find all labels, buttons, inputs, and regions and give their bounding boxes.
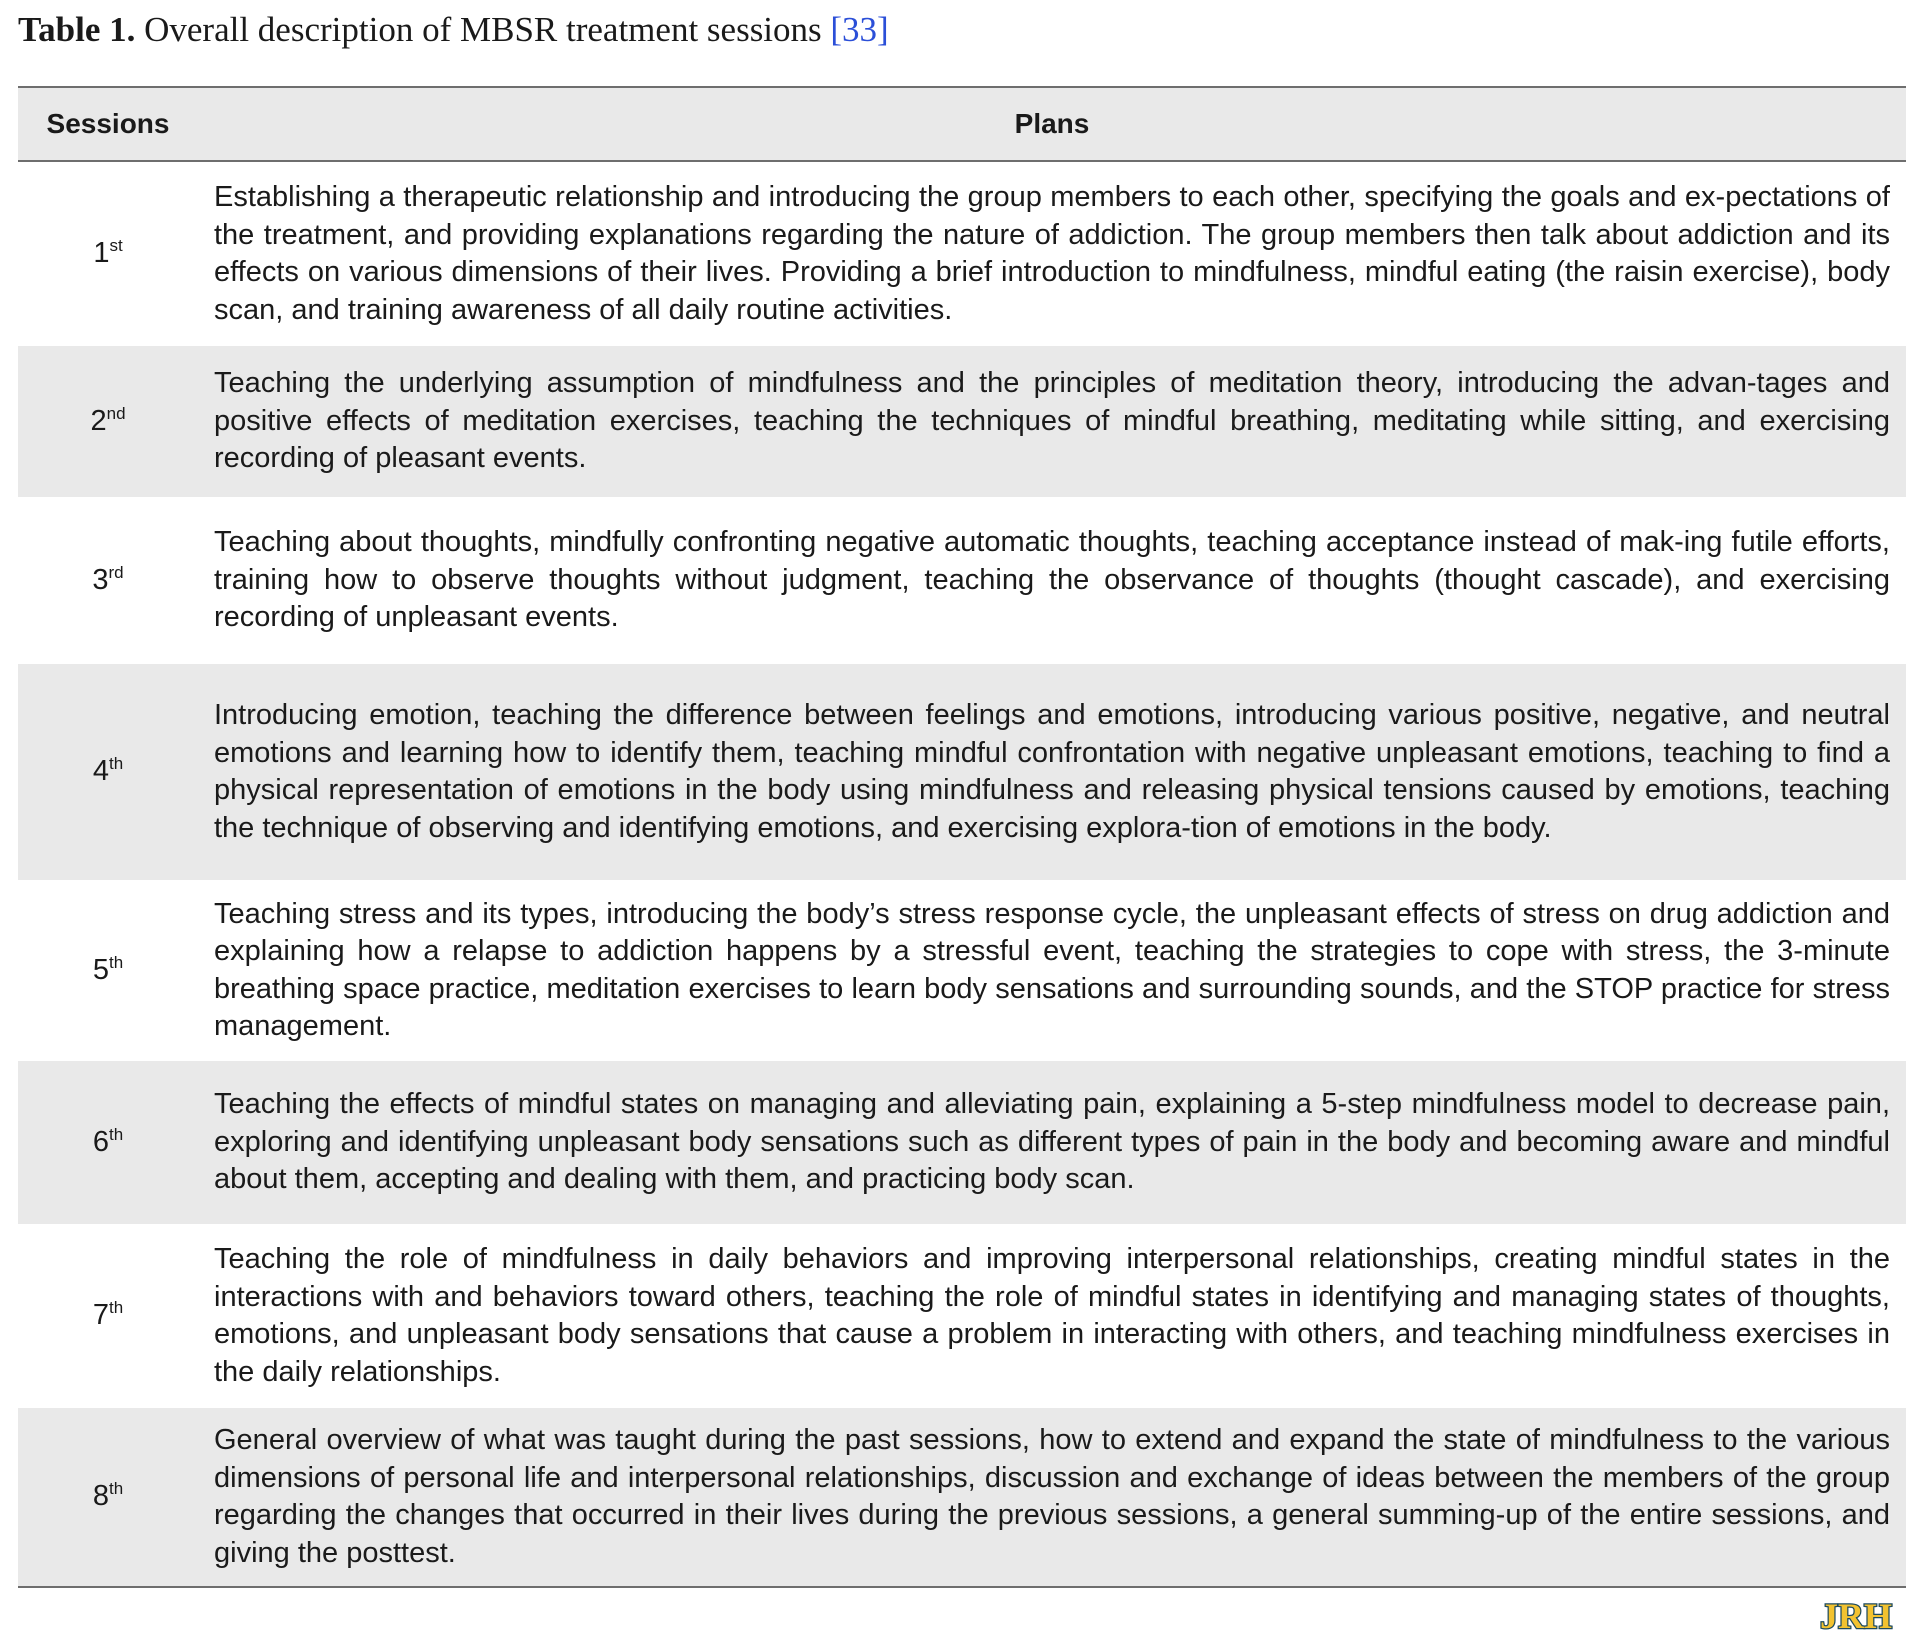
session-plan: Introducing emotion, teaching the difference between feelings and emotions, introducing various positive, negative, and neutral emotions and learning how to identify them, teaching mindful confrontation with negative unpleasant emotions, teaching to find a physical representation of emotions in the body using mindfulness and releasing physical tensions caused by emotions, teaching the technique of observing and identifying emotions, and exercising explora-tion of emotions in the body. [214, 699, 1890, 844]
header-plans: Plans [1014, 108, 1090, 139]
session-plan: General overview of what was taught during the past sessions, how to extend and expand the state of mindfulness to the various dimensions of personal life and interpersonal relationships, discussion and exchange of ideas between the members of the group regarding the changes that occurred in their lives during the previous sessions, a general summing-up of the entire sessions, and giving the posttest. [214, 1424, 1890, 1569]
session-plan: Teaching the effects of mindful states on managing and alleviating pain, explaining a 5-step mindfulness model to decrease pain, exploring and identifying unpleasant body sensations such as different types of pain in the body and becoming aware and mindful about them, accepting and dealing with them, and practicing body scan. [214, 1088, 1890, 1196]
table-row [18, 664, 1906, 880]
session-number: 2nd [90, 403, 126, 437]
session-plan: Establishing a therapeutic relationship and introducing the group members to each other, specifying the goals and ex-pectations of the treatment, and providing explanations regarding the nature of addiction. The group members then talk about addiction and its effects on various dimensions of their lives. Providing a brief introduction to mindfulness, mindful eating (the raisin exercise), body scan, and training awareness of all daily routine activities. [214, 181, 1890, 326]
session-number: 5th [92, 952, 124, 986]
table-row [18, 1061, 1906, 1224]
jrh-logo-text: JRH [1820, 1596, 1892, 1634]
table-row [18, 497, 1906, 664]
table-row [18, 880, 1906, 1061]
session-number: 8th [92, 1479, 124, 1513]
session-number: 4th [92, 754, 124, 788]
session-plan: Teaching the underlying assumption of mindfulness and the principles of meditation theory, introducing the advan-tages and positive effects of meditation exercises, teaching the techniques of mindful breathing, meditating while sitting, and exercising recording of pleasant events. [214, 367, 1890, 475]
session-plan: Teaching stress and its types, introducing the body’s stress response cycle, the unpleasant effects of stress on drug addiction and explaining how a relapse to addiction happens by a stressful event, teaching the strategies to cope with stress, the 3-minute breathing space practice, meditation exercises to learn body sensations and surrounding sounds, and the STOP practice for stress management. [214, 897, 1890, 1042]
table-header [18, 88, 1906, 162]
jrh-logo [1806, 1596, 1906, 1634]
session-number: 7th [92, 1298, 124, 1332]
table-caption [18, 6, 889, 54]
caption-reference-link[interactable]: [33] [830, 10, 889, 49]
session-plan: Teaching the role of mindfulness in daily behaviors and improving interpersonal relationships, creating mindful states in the interactions with and behaviors toward others, teaching the role of mindful states in identifying and managing states of thoughts, emotions, and unpleasant body sensations that cause a problem in interacting with others, and teaching mindfulness exercises in the daily relationships. [214, 1243, 1890, 1388]
caption-text: Overall description of MBSR treatment sessions [135, 10, 831, 49]
table-row [18, 346, 1906, 497]
session-number: 6th [92, 1124, 124, 1158]
table-row [18, 1224, 1906, 1408]
header-sessions: Sessions [46, 108, 170, 139]
caption-label: Table 1. [18, 10, 136, 49]
session-number: 3rd [92, 562, 124, 596]
table-row [18, 162, 1906, 346]
session-number: 1st [93, 236, 123, 270]
jrh-logo-wordmark [1820, 1596, 1892, 1634]
sessions-table [18, 86, 1906, 1588]
session-plan: Teaching about thoughts, mindfully confronting negative automatic thoughts, teaching acceptance instead of mak-ing futile efforts, training how to observe thoughts without judgment, teaching the observance of thoughts (thought cascade), and exercising recording of unpleasant events. [214, 526, 1890, 634]
table-row [18, 1408, 1906, 1586]
